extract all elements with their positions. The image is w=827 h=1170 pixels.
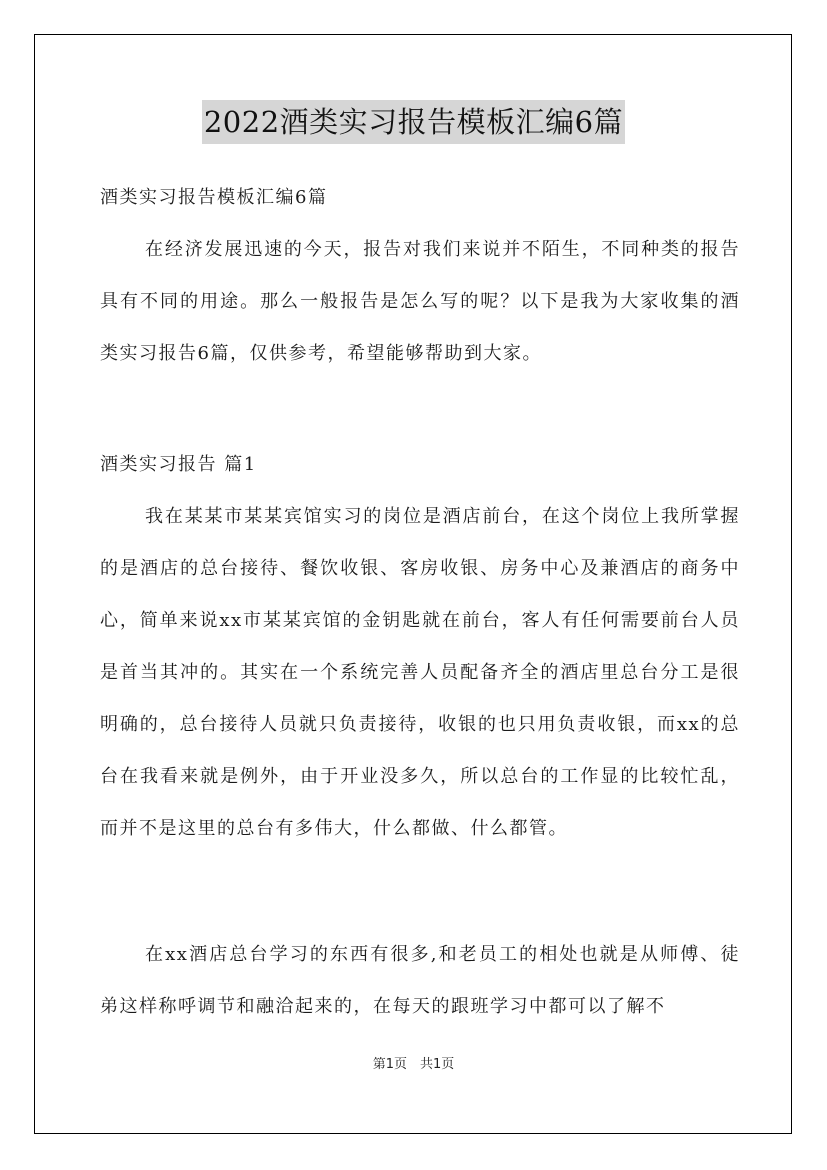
intro-paragraph: 在经济发展迅速的今天，报告对我们来说并不陌生，不同种类的报告具有不同的用途。那么一般报告是怎么写的呢？以下是我为大家收集的酒类实习报告6篇，仅供参考，希望能够帮助到大家。 [100,239,740,364]
body-paragraph-2: 在xx酒店总台学习的东西有很多,和老员工的相处也就是从师傅、徒弟这样称呼调节和融洽起来的，在每天的跟班学习中都可以了解不 [100,944,740,1017]
document-subtitle: 酒类实习报告模板汇编6篇 [100,187,328,208]
body-paragraph-1: 我在某某市某某宾馆实习的岗位是酒店前台，在这个岗位上我所掌握的是酒店的总台接待、餐饮收银、客房收银、房务中心及兼酒店的商务中心，简单来说xx市某某宾馆的金钥匙就在前台，客人有任何需要前台人员是首当其冲的。其实在一个系统完善人员配备齐全的酒店里总台分工是很明确的，总台接待人员就只负责接待，收银的也只用负责收银，而xx的总台在我看来就是例外，由于开业没多久，所以总台的工作显的比较忙乱，而并不是这里的总台有多伟大，什么都做、什么都管。 [100,506,740,839]
title-container [0,100,827,144]
document-title: 2022酒类实习报告模板汇编6篇 [202,100,625,144]
section-heading: 酒类实习报告 篇1 [100,454,257,475]
page-footer: 第1页 共1页 [372,1057,455,1072]
